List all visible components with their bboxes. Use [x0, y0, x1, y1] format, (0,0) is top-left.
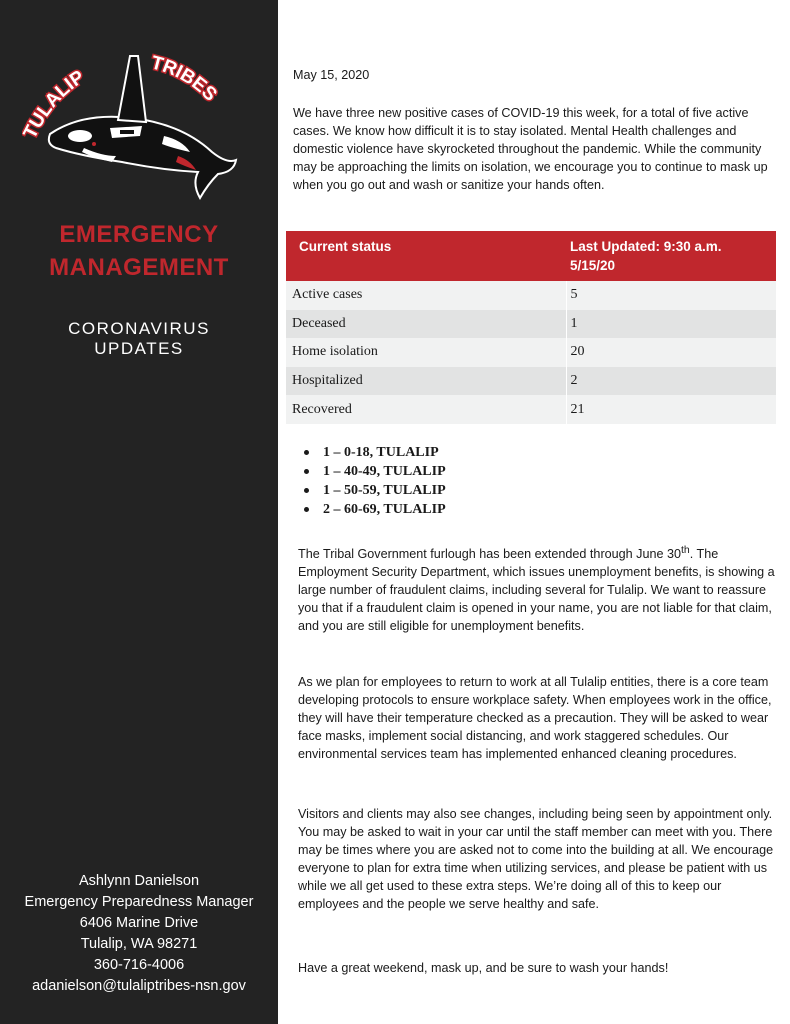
case-age-list [301, 443, 446, 519]
row-value: 1 [566, 310, 776, 339]
list-item: 2 – 60-69, TULALIP [301, 500, 446, 519]
row-value: 21 [566, 395, 776, 424]
contact-title: Emergency Preparedness Manager [24, 894, 254, 910]
list-item: 1 – 40-49, TULALIP [301, 462, 446, 481]
main-content [278, 0, 790, 1024]
furlough-superscript: th [680, 544, 690, 556]
row-label: Hospitalized [286, 367, 566, 396]
header-current-status: Current status [286, 231, 566, 281]
coronavirus-subtitle-line1: CORONAVIRUS [68, 319, 210, 338]
furlough-paragraph [298, 541, 782, 635]
visitors-paragraph: Visitors and clients may also see changes, including being seen by appointment only. You may be asked to wait in your car until the staff member can meet with you. There may be times where you are asked not to come into the building at all. We encourage everyone to plan for extra time when utilizing services, and please be patient with us while we all get used to these extra steps. We’re doing all of this to keep our employees and the people we serve healthy and safe. [298, 807, 774, 911]
row-value: 20 [566, 338, 776, 367]
svg-text:TULALIP: TULALIP [22, 66, 89, 143]
sidebar [0, 0, 278, 1024]
list-item: 1 – 0-18, TULALIP [301, 443, 446, 462]
contact-name: Ashlynn Danielson [78, 873, 200, 889]
table-row [286, 338, 776, 367]
row-label: Home isolation [286, 338, 566, 367]
intro-paragraph: We have three new positive cases of COVID-19 this week, for a total of five active cases. We know how difficult it is to stay isolated. Mental Health challenges and domestic violence have skyrocketed throughout the pandemic. While the community may be approaching the limits on isolation, we encourage you to continue to mask up when you go out and wash or sanitize your hands often. [293, 106, 768, 192]
list-item: 1 – 50-59, TULALIP [301, 481, 446, 500]
table-row [286, 367, 776, 396]
contact-email[interactable]: adanielson@tulaliptribes-nsn.gov [32, 978, 246, 994]
row-label: Active cases [286, 281, 566, 310]
closing-paragraph: Have a great weekend, mask up, and be sure to wash your hands! [298, 961, 669, 975]
update-date: May 15, 2020 [293, 68, 370, 82]
contact-address-line2: Tulalip, WA 98271 [80, 936, 198, 952]
table-row [286, 310, 776, 339]
row-label: Recovered [286, 395, 566, 424]
row-value: 5 [566, 281, 776, 310]
table-row [286, 281, 776, 310]
furlough-text-end: . The Employment Security Department, which issues unemployment benefits, is showing a large number of fraudulent claims, including several for Tulalip. We want to reassure you that if a fraudulent claim is opened in your name, you are not liable for that claim, and you are still eligible for unemployment benefits. [298, 547, 775, 634]
emergency-title-line2: MANAGEMENT [49, 254, 229, 281]
status-table-header [286, 231, 776, 281]
emergency-title-line1: EMERGENCY [59, 221, 219, 248]
header-last-updated: Last Updated: 9:30 a.m. 5/15/20 [566, 231, 776, 281]
contact-address-line1: 6406 Marine Drive [79, 915, 199, 931]
contact-phone: 360-716-4006 [93, 957, 185, 973]
table-row [286, 395, 776, 424]
contact-block [0, 871, 278, 997]
tulalip-tribes-logo [22, 52, 244, 204]
status-table [286, 231, 776, 424]
svg-text:TRIBES: TRIBES [148, 52, 221, 106]
row-label: Deceased [286, 310, 566, 339]
furlough-text-start: The Tribal Government furlough has been extended through June 30 [298, 547, 681, 562]
coronavirus-subtitle-line2: UPDATES [94, 339, 184, 358]
row-value: 2 [566, 367, 776, 396]
workplace-safety-paragraph: As we plan for employees to return to work at all Tulalip entities, there is a core team developing protocols to ensure workplace safety. When employees work in the office, they will have their temperature checked as a precaution. They will be asked to wear face masks, implement social distancing, and work staggered schedules. Our environmental services team has implemented enhanced cleaning procedures. [298, 675, 772, 761]
